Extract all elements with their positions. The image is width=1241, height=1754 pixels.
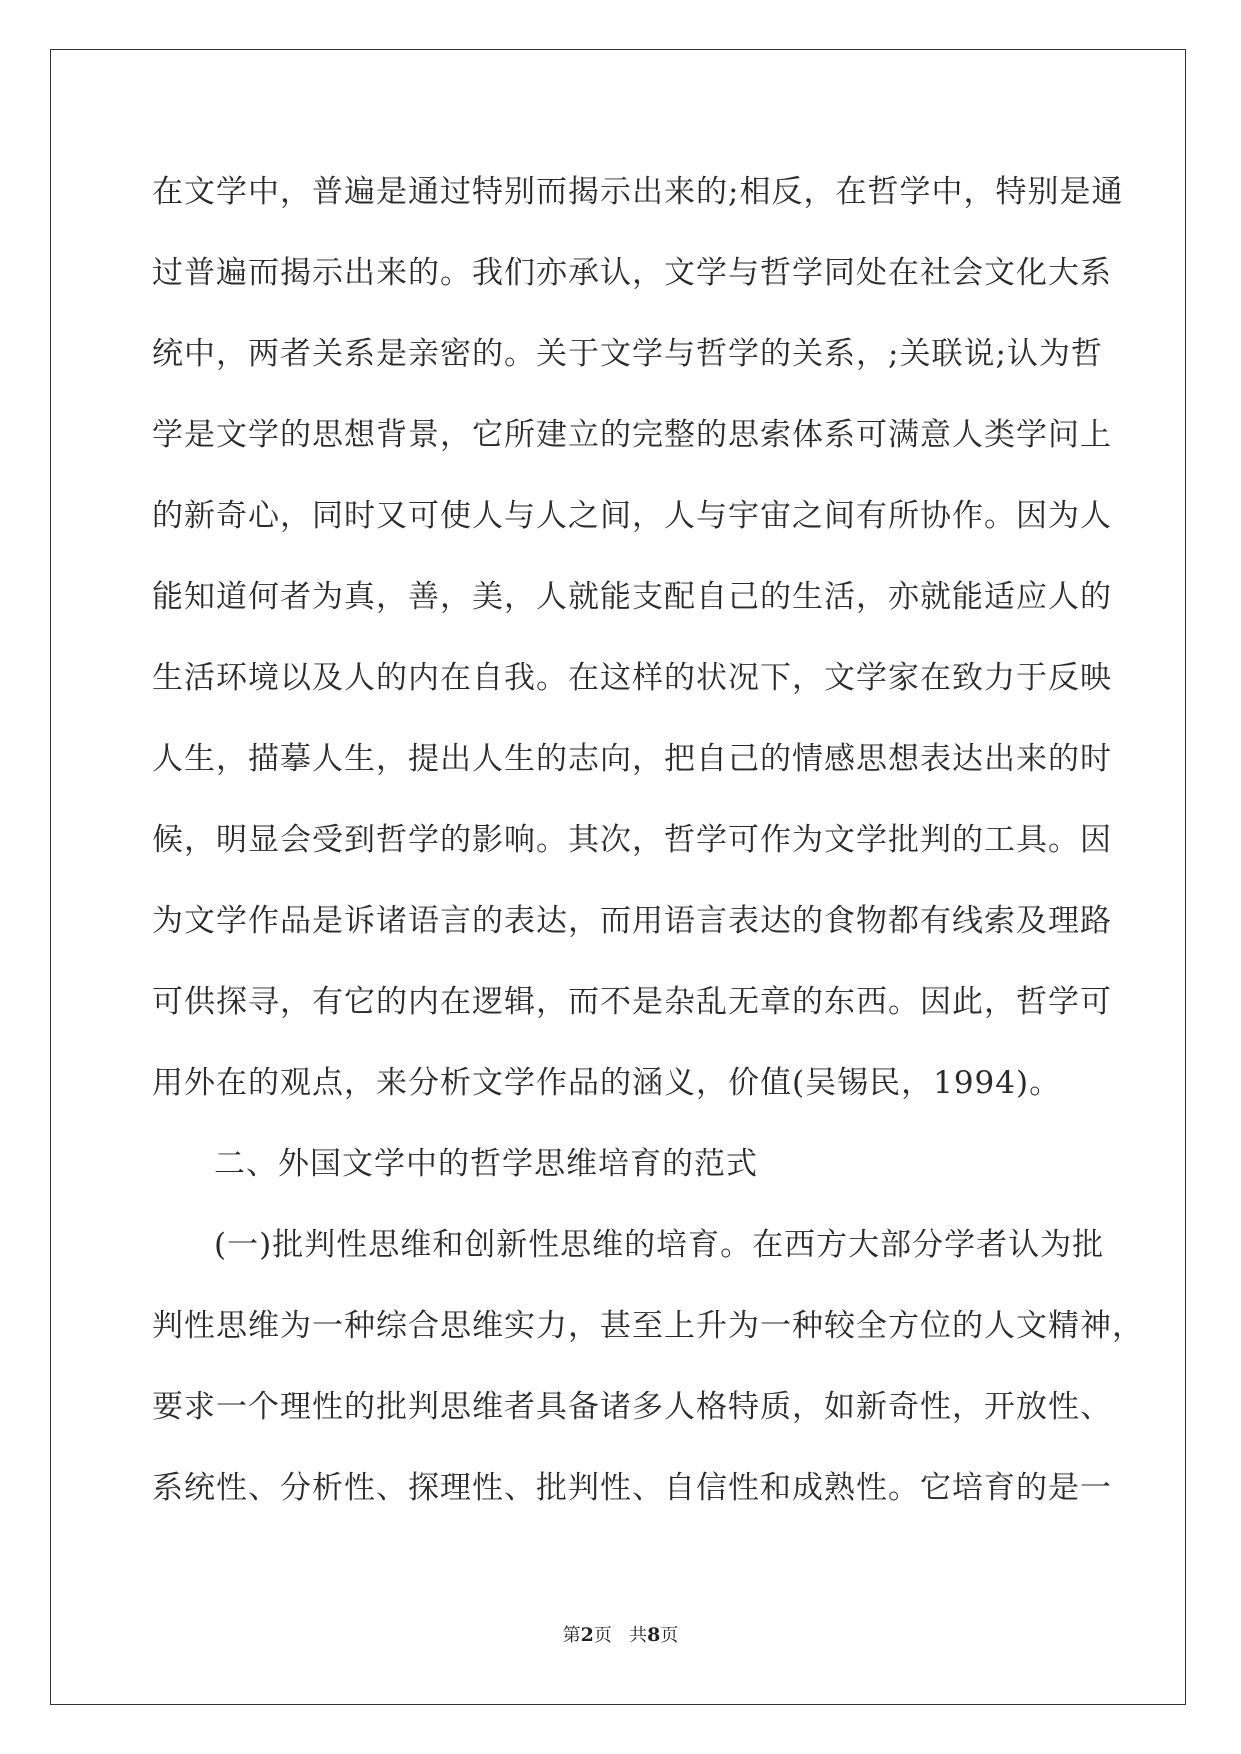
body-line: 系统性、分析性、探理性、批判性、自信性和成熟性。它培育的是一 xyxy=(152,1470,1112,1506)
body-line: 能知道何者为真，善，美，人就能支配自己的生活，亦就能适应人的 xyxy=(152,579,1112,615)
total-pages-number: 8 xyxy=(647,1624,661,1646)
section-heading: 二、外国文学中的哲学思维培育的范式 xyxy=(214,1146,758,1182)
body-line: 用外在的观点，来分析文学作品的涵义，价值(吴锡民，1994)。 xyxy=(152,1065,1062,1101)
body-line: 判性思维为一种综合思维实力，甚至上升为一种较全方位的人文精神， xyxy=(152,1308,1144,1344)
current-page-number: 2 xyxy=(580,1624,594,1646)
body-line: 生活环境以及人的内在自我。在这样的状况下，文学家在致力于反映 xyxy=(152,660,1112,696)
document-body xyxy=(152,161,1144,1538)
body-line: 过普遍而揭示出来的。我们亦承认，文学与哲学同处在社会文化大系 xyxy=(152,255,1112,291)
body-line: 为文学作品是诉诸语言的表达，而用语言表达的食物都有线索及理路 xyxy=(152,903,1112,939)
body-line: 的新奇心，同时又可使人与人之间，人与宇宙之间有所协作。因为人 xyxy=(152,498,1112,534)
footer-total-suffix: 页 xyxy=(660,1625,679,1646)
footer-page-suffix: 页 xyxy=(593,1625,612,1646)
footer-total-prefix: 共 xyxy=(629,1625,648,1646)
footer-prefix: 第 xyxy=(562,1625,581,1646)
page-footer xyxy=(0,1621,1241,1647)
body-line: 可供探寻，有它的内在逻辑，而不是杂乱无章的东西。因此，哲学可 xyxy=(152,984,1112,1020)
body-line: 要求一个理性的批判思维者具备诸多人格特质，如新奇性，开放性、 xyxy=(152,1389,1112,1425)
body-line: 在文学中，普遍是通过特别而揭示出来的;相反，在哲学中，特别是通 xyxy=(152,174,1124,210)
subsection-first-line: (一)批判性思维和创新性思维的培育。在西方大部分学者认为批 xyxy=(214,1227,1105,1263)
body-line: 学是文学的思想背景，它所建立的完整的思索体系可满意人类学问上 xyxy=(152,417,1112,453)
body-line: 候，明显会受到哲学的影响。其次，哲学可作为文学批判的工具。因 xyxy=(152,822,1112,858)
body-line: 统中，两者关系是亲密的。关于文学与哲学的关系，;关联说;认为哲 xyxy=(152,336,1103,372)
body-line: 人生，描摹人生，提出人生的志向，把自己的情感思想表达出来的时 xyxy=(152,741,1112,777)
